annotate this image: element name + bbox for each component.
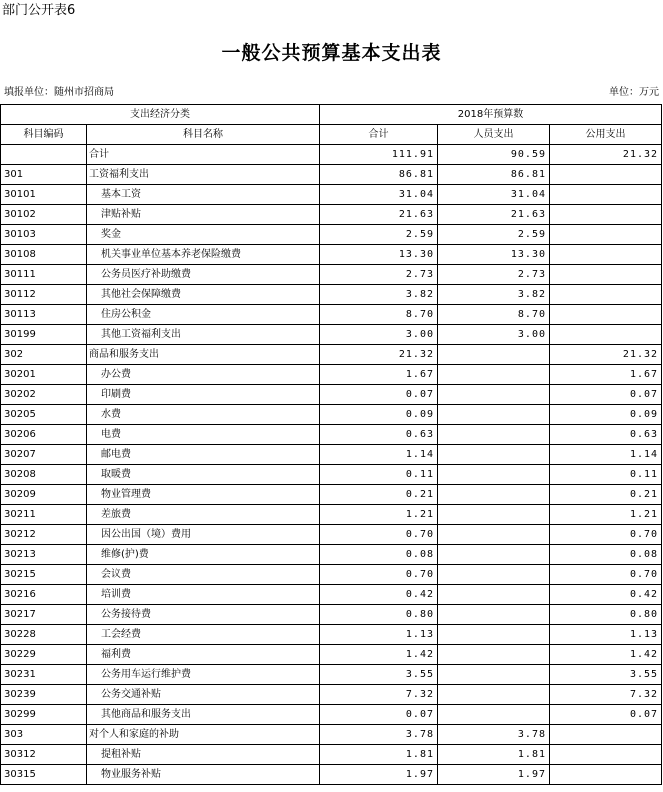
total-cell: 7.32 [320,685,438,705]
total-cell: 0.63 [320,425,438,445]
name-cell: 因公出国（境）费用 [87,525,320,545]
public-cell: 0.11 [550,465,662,485]
public-cell: 0.07 [550,385,662,405]
code-cell: 30206 [1,425,87,445]
name-cell: 津贴补贴 [87,205,320,225]
header-code: 科目编码 [1,125,87,145]
code-cell: 30102 [1,205,87,225]
public-cell [550,325,662,345]
total-cell: 3.78 [320,725,438,745]
total-cell: 3.00 [320,325,438,345]
table-row [1,645,662,665]
total-cell: 0.42 [320,585,438,605]
name-cell: 基本工资 [87,185,320,205]
code-cell: 30211 [1,505,87,525]
code-cell: 30228 [1,625,87,645]
public-cell [550,285,662,305]
table-row [1,345,662,365]
total-cell: 1.13 [320,625,438,645]
code-cell: 30111 [1,265,87,285]
table-row [1,365,662,385]
public-cell: 0.80 [550,605,662,625]
public-cell [550,305,662,325]
table-row [1,585,662,605]
total-cell: 0.80 [320,605,438,625]
name-cell: 工资福利支出 [87,165,320,185]
table-row [1,185,662,205]
currency-unit: 单位：万元 [609,87,659,98]
personnel-cell [438,685,550,705]
name-cell: 公务接待费 [87,605,320,625]
table-row [1,705,662,725]
name-cell: 物业管理费 [87,485,320,505]
code-cell: 30213 [1,545,87,565]
personnel-cell [438,565,550,585]
name-cell: 办公费 [87,365,320,385]
public-cell [550,205,662,225]
table-row [1,525,662,545]
table-row [1,545,662,565]
code-cell: 30239 [1,685,87,705]
total-cell: 3.82 [320,285,438,305]
reporting-unit: 填报单位：随州市招商局 [4,87,114,98]
total-cell: 0.07 [320,385,438,405]
total-cell: 2.73 [320,265,438,285]
name-cell: 公务用车运行维护费 [87,665,320,685]
table-row [1,425,662,445]
code-cell: 30103 [1,225,87,245]
personnel-cell [438,405,550,425]
personnel-cell [438,645,550,665]
header-name: 科目名称 [87,125,320,145]
table-row [1,445,662,465]
public-cell: 21.32 [550,145,662,165]
code-cell [1,145,87,165]
table-row [1,505,662,525]
personnel-cell: 1.81 [438,745,550,765]
personnel-cell [438,525,550,545]
total-cell: 1.21 [320,505,438,525]
public-cell: 0.08 [550,545,662,565]
name-cell: 物业服务补贴 [87,765,320,785]
code-cell: 30217 [1,605,87,625]
header-personnel: 人员支出 [438,125,550,145]
header-row-group [1,105,662,125]
total-cell: 0.08 [320,545,438,565]
header-economic-class: 支出经济分类 [1,105,320,125]
budget-table-body [1,105,662,785]
public-cell: 0.70 [550,565,662,585]
personnel-cell [438,705,550,725]
public-cell: 0.09 [550,405,662,425]
code-cell: 30215 [1,565,87,585]
public-cell [550,765,662,785]
public-cell: 0.42 [550,585,662,605]
name-cell: 住房公积金 [87,305,320,325]
total-cell: 86.81 [320,165,438,185]
name-cell: 其他工资福利支出 [87,325,320,345]
table-row [1,665,662,685]
sheet-tag: 部门公开表6 [2,3,76,18]
table-row [1,285,662,305]
personnel-cell [438,385,550,405]
personnel-cell [438,365,550,385]
table-row [1,265,662,285]
table-row [1,765,662,785]
code-cell: 30205 [1,405,87,425]
table-row [1,165,662,185]
total-cell: 0.09 [320,405,438,425]
budget-table [0,104,662,785]
code-cell: 30229 [1,645,87,665]
total-cell: 0.07 [320,705,438,725]
public-cell: 1.42 [550,645,662,665]
table-row [1,465,662,485]
table-row [1,605,662,625]
public-cell [550,745,662,765]
personnel-cell [438,465,550,485]
code-cell: 30112 [1,285,87,305]
table-row [1,405,662,425]
total-cell: 3.55 [320,665,438,685]
code-cell: 30108 [1,245,87,265]
personnel-cell: 2.73 [438,265,550,285]
name-cell: 福利费 [87,645,320,665]
personnel-cell: 3.00 [438,325,550,345]
table-row [1,725,662,745]
code-cell: 302 [1,345,87,365]
personnel-cell: 8.70 [438,305,550,325]
personnel-cell [438,605,550,625]
code-cell: 30101 [1,185,87,205]
total-cell: 21.63 [320,205,438,225]
personnel-cell: 90.59 [438,145,550,165]
code-cell: 30202 [1,385,87,405]
personnel-cell: 13.30 [438,245,550,265]
personnel-cell [438,625,550,645]
name-cell: 电费 [87,425,320,445]
page-title: 一般公共预算基本支出表 [221,42,442,64]
public-cell: 0.21 [550,485,662,505]
name-cell: 其他社会保障缴费 [87,285,320,305]
code-cell: 30212 [1,525,87,545]
code-cell: 30231 [1,665,87,685]
personnel-cell: 3.78 [438,725,550,745]
name-cell: 公务交通补贴 [87,685,320,705]
total-cell: 13.30 [320,245,438,265]
total-cell: 0.11 [320,465,438,485]
header-total: 合计 [320,125,438,145]
personnel-cell: 2.59 [438,225,550,245]
personnel-cell: 86.81 [438,165,550,185]
public-cell: 0.70 [550,525,662,545]
public-cell: 7.32 [550,685,662,705]
code-cell: 30312 [1,745,87,765]
table-row [1,205,662,225]
code-cell: 30113 [1,305,87,325]
public-cell [550,185,662,205]
name-cell: 维修(护)费 [87,545,320,565]
public-cell [550,225,662,245]
personnel-cell [438,665,550,685]
table-row [1,385,662,405]
table-row [1,145,662,165]
code-cell: 30315 [1,765,87,785]
name-cell: 印刷费 [87,385,320,405]
table-row [1,745,662,765]
header-budget-year: 2018年预算数 [320,105,662,125]
personnel-cell [438,425,550,445]
total-cell: 111.91 [320,145,438,165]
table-row [1,325,662,345]
name-cell: 机关事业单位基本养老保险缴费 [87,245,320,265]
name-cell: 奖金 [87,225,320,245]
public-cell: 3.55 [550,665,662,685]
personnel-cell [438,345,550,365]
code-cell: 30209 [1,485,87,505]
public-cell [550,725,662,745]
total-cell: 0.21 [320,485,438,505]
table-row [1,685,662,705]
personnel-cell: 21.63 [438,205,550,225]
public-cell: 1.14 [550,445,662,465]
personnel-cell [438,445,550,465]
total-cell: 1.97 [320,765,438,785]
total-cell: 8.70 [320,305,438,325]
personnel-cell: 31.04 [438,185,550,205]
code-cell: 30199 [1,325,87,345]
public-cell: 0.07 [550,705,662,725]
personnel-cell: 3.82 [438,285,550,305]
personnel-cell [438,485,550,505]
table-row [1,305,662,325]
total-cell: 1.14 [320,445,438,465]
personnel-cell [438,505,550,525]
table-row [1,625,662,645]
header-row-columns [1,125,662,145]
personnel-cell [438,545,550,565]
total-cell: 2.59 [320,225,438,245]
header-public: 公用支出 [550,125,662,145]
public-cell: 1.21 [550,505,662,525]
table-row [1,245,662,265]
code-cell: 30201 [1,365,87,385]
name-cell: 公务员医疗补助缴费 [87,265,320,285]
code-cell: 303 [1,725,87,745]
name-cell: 取暖费 [87,465,320,485]
public-cell [550,265,662,285]
public-cell [550,245,662,265]
name-cell: 邮电费 [87,445,320,465]
name-cell: 其他商品和服务支出 [87,705,320,725]
name-cell: 差旅费 [87,505,320,525]
public-cell: 1.67 [550,365,662,385]
public-cell: 1.13 [550,625,662,645]
total-cell: 1.67 [320,365,438,385]
name-cell: 工会经费 [87,625,320,645]
public-cell: 21.32 [550,345,662,365]
total-cell: 21.32 [320,345,438,365]
name-cell: 对个人和家庭的补助 [87,725,320,745]
code-cell: 30299 [1,705,87,725]
name-cell: 会议费 [87,565,320,585]
total-cell: 1.42 [320,645,438,665]
personnel-cell: 1.97 [438,765,550,785]
code-cell: 30208 [1,465,87,485]
code-cell: 30207 [1,445,87,465]
code-cell: 30216 [1,585,87,605]
name-cell: 培训费 [87,585,320,605]
public-cell: 0.63 [550,425,662,445]
total-cell: 1.81 [320,745,438,765]
table-row [1,225,662,245]
total-cell: 0.70 [320,565,438,585]
name-cell: 商品和服务支出 [87,345,320,365]
public-cell [550,165,662,185]
name-cell: 水费 [87,405,320,425]
name-cell: 提租补贴 [87,745,320,765]
name-cell: 合计 [87,145,320,165]
code-cell: 301 [1,165,87,185]
personnel-cell [438,585,550,605]
table-row [1,565,662,585]
total-cell: 31.04 [320,185,438,205]
table-row [1,485,662,505]
total-cell: 0.70 [320,525,438,545]
